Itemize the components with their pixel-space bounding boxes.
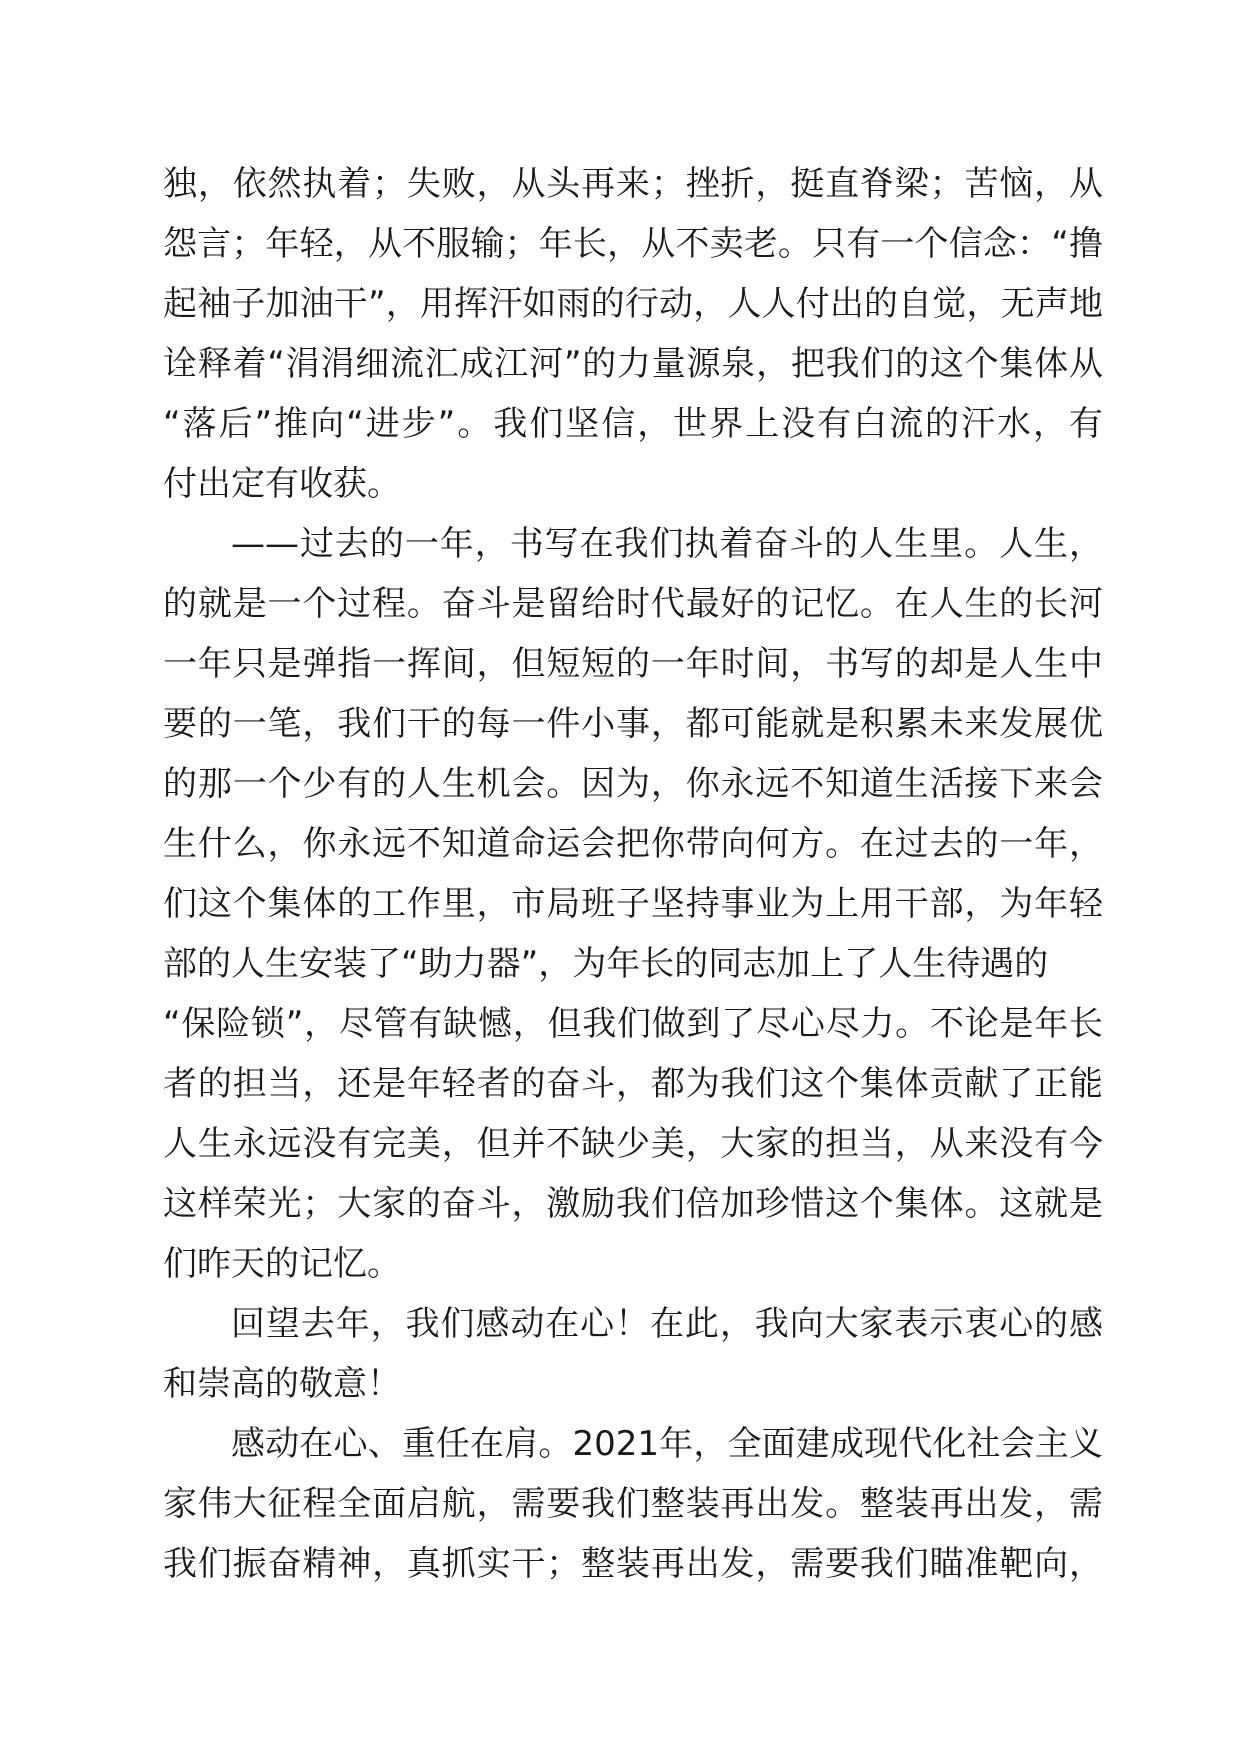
- text-line: 们这个集体的工作里，市局班子坚持事业为上用干部，为年轻: [163, 884, 1103, 924]
- text-line: 独，依然执着；失败，从头再来；挫折，挺直脊梁；苦恼，从: [163, 164, 1103, 204]
- text-line: 部的人生安装了“助力器”，为年长的同志加上了人生待遇的: [163, 944, 1049, 984]
- text-line: 诠释着“涓涓细流汇成江河”的力量源泉，把我们的这个集体从: [163, 344, 1103, 384]
- text-line: 这样荣光；大家的奋斗，激励我们倍加珍惜这个集体。这就是: [163, 1184, 1103, 1224]
- paragraph-start-line: 回望去年，我们感动在心！在此，我向大家表示衷心的感: [231, 1304, 1103, 1344]
- text-line: 一年只是弹指一挥间，但短短的一年时间，书写的却是人生中: [163, 644, 1103, 684]
- text-line: 的就是一个过程。奋斗是留给时代最好的记忆。在人生的长河: [163, 584, 1103, 624]
- text-line: 起袖子加油干”，用挥汗如雨的行动，人人付出的自觉，无声地: [163, 284, 1103, 324]
- text-line: 的那一个少有的人生机会。因为，你永远不知道生活接下来会: [163, 764, 1103, 804]
- text-line: 我们振奋精神，真抓实干；整装再出发，需要我们瞄准靶向，: [163, 1544, 1103, 1584]
- paragraph-start-line: 感动在心、重任在肩。2021年，全面建成现代化社会主义: [231, 1424, 1103, 1464]
- paragraph-start-line: ——过去的一年，书写在我们执着奋斗的人生里。人生，: [231, 524, 1103, 564]
- text-line: “保险锁”，尽管有缺憾，但我们做到了尽心尽力。不论是年长: [163, 1004, 1103, 1044]
- text-line: 家伟大征程全面启航，需要我们整装再出发。整装再出发，需: [163, 1484, 1103, 1524]
- text-line: 们昨天的记忆。: [163, 1244, 401, 1284]
- text-line: 和崇高的敬意！: [163, 1364, 401, 1404]
- text-line: 人生永远没有完美，但并不缺少美，大家的担当，从来没有今: [163, 1124, 1103, 1164]
- text-line: 生什么，你永远不知道命运会把你带向何方。在过去的一年，: [163, 824, 1103, 864]
- text-line: 要的一笔，我们干的每一件小事，都可能就是积累未来发展优: [163, 704, 1103, 744]
- text-line: 付出定有收获。: [163, 464, 401, 504]
- text-line: 怨言；年轻，从不服输；年长，从不卖老。只有一个信念：“撸: [163, 224, 1103, 264]
- body-text: [163, 154, 1103, 1594]
- text-line: “落后”推向“进步”。我们坚信，世界上没有白流的汗水，有: [163, 404, 1103, 444]
- text-line: 者的担当，还是年轻者的奋斗，都为我们这个集体贡献了正能: [163, 1064, 1103, 1104]
